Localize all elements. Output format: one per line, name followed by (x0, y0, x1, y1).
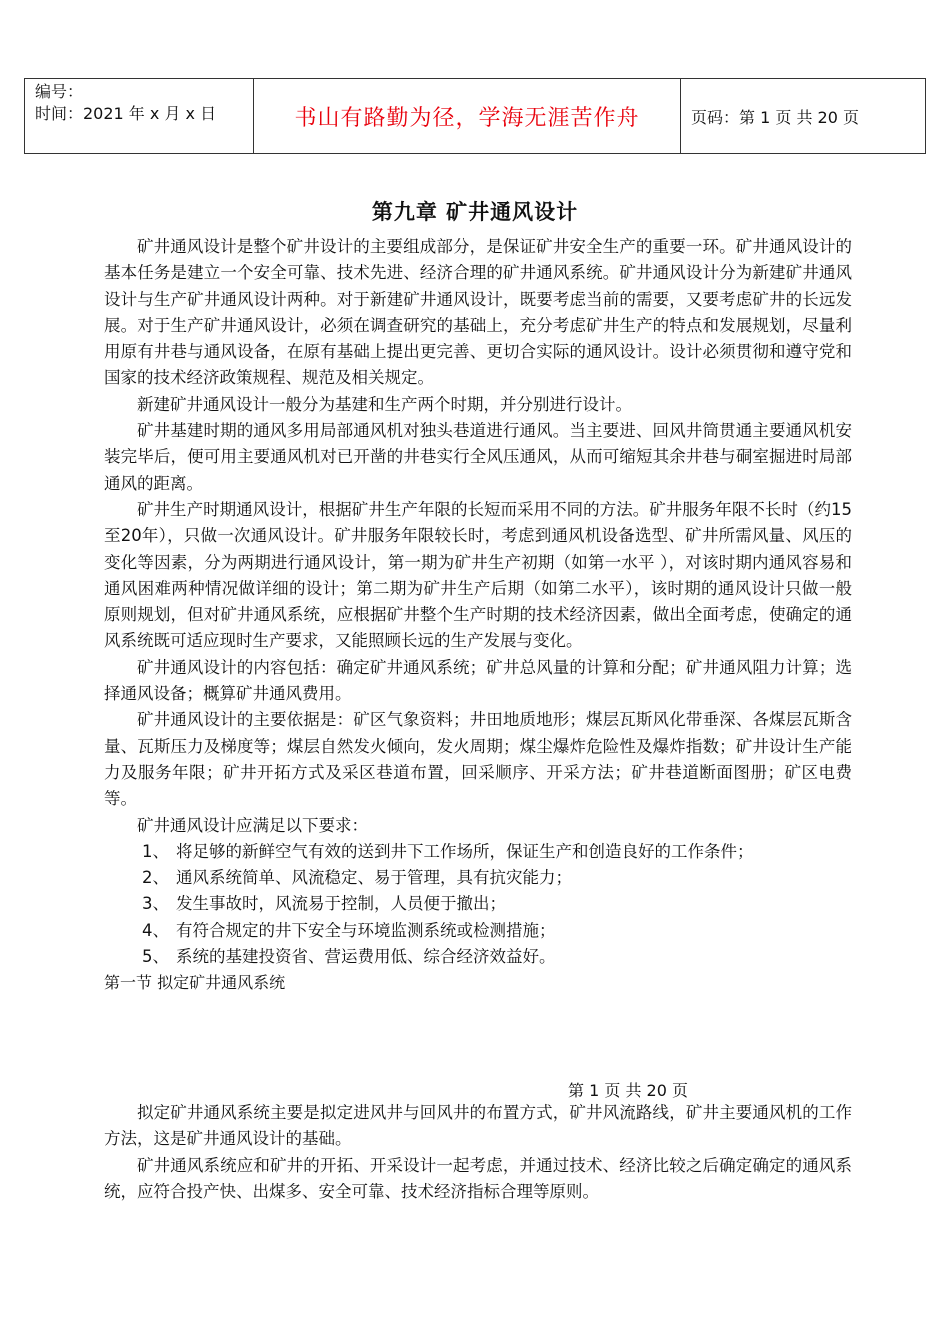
paragraph: 矿井通风设计的主要依据是：矿区气象资料；井田地质地形；煤层瓦斯风化带垂深、各煤层瓦斯含量、瓦斯压力及梯度等；煤层自然发火倾向，发火周期；煤尘爆炸危险性及爆炸指数；矿井设计生产能力及服务年限；矿井开拓方式及采区巷道布置，回采顺序、开采方法；矿井巷道断面图册；矿区电费等。 (104, 710, 852, 809)
list-item (104, 918, 852, 944)
list-number: 2、 (142, 868, 169, 888)
document-body-continued (104, 1100, 852, 1205)
list-item (104, 891, 852, 917)
list-number: 5、 (142, 947, 169, 967)
page-label: 页码：第 1 页 共 20 页 (691, 107, 859, 127)
list-number: 1、 (142, 841, 169, 861)
list-item (104, 839, 852, 865)
header-table (24, 78, 926, 154)
paragraph: 矿井通风设计是整个矿井设计的主要组成部分，是保证矿井安全生产的重要一环。矿井通风设计的基本任务是建立一个安全可靠、技术先进、经济合理的矿井通风系统。矿井通风设计分为新建矿井通风设计与生产矿井通风设计两种。对于新建矿井通风设计，既要考虑当前的需要，又要考虑矿井的长远发展。对于生产矿井通风设计，必须在调查研究的基础上，充分考虑矿井生产的特点和发展规划，尽量利用原有井巷与通风设备，在原有基础上提出更完善、更切合实际的通风设计。设计必须贯彻和遵守党和国家的技术经济政策规程、规范及相关规定。 (104, 237, 852, 388)
serial-label: 编号： (35, 82, 84, 101)
list-text: 系统的基建投资省、营运费用低、综合经济效益好。 (176, 947, 556, 967)
paragraph: 矿井通风设计的内容包括：确定矿井通风系统；矿井总风量的计算和分配；矿井通风阻力计算；选择通风设备；概算矿井通风费用。 (104, 657, 852, 704)
list-number: 4、 (142, 920, 169, 940)
motto: 书山有路勤为径，学海无涯苦作舟 (294, 105, 640, 131)
paragraph: 矿井通风系统应和矿井的开拓、开采设计一起考虑，并通过技术、经济比较之后确定确定的通风系统，应符合投产快、出煤多、安全可靠、技术经济指标合理等原则。 (104, 1155, 852, 1201)
paragraph: 拟定矿井通风系统主要是拟定进风井与回风井的布置方式，矿井风流路线，矿井主要通风机的工作方法，这是矿井通风设计的基础。 (104, 1103, 852, 1149)
document-body (104, 234, 852, 997)
paragraph: 矿井通风设计应满足以下要求： (137, 815, 368, 835)
list-text: 将足够的新鲜空气有效的送到井下工作场所，保证生产和创造良好的工作条件； (176, 841, 754, 861)
paragraph: 矿井生产时期通风设计，根据矿井生产年限的长短而采用不同的方法。矿井服务年限不长时（约15至20年），只做一次通风设计。矿井服务年限较长时，考虑到通风机设备选型、矿井所需风量、风压的变化等因素，分为两期进行通风设计，第一期为矿井生产初期（如第一水平 ），对该时期内通风容易和通风困难两种情况做详细的设计；第二期为矿井生产后期（如第二水平），该时期的通风设计只做一般原则规划，但对矿井通风系统，应根据矿井整个生产时期的技术经济因素，做出全面考虑，使确定的通风系统既可适应现时生产要求，又能照顾长远的生产发展与变化。 (104, 499, 852, 651)
list-item (104, 865, 852, 891)
paragraph: 矿井基建时期的通风多用局部通风机对独头巷道进行通风。当主要进、回风井筒贯通主要通风机安装完毕后，便可用主要通风机对已开凿的井巷实行全风压通风，从而可缩短其余井巷与硐室掘进时局部通风的距离。 (104, 421, 852, 493)
list-text: 通风系统简单、风流稳定、易于管理，具有抗灾能力； (176, 868, 572, 888)
time-label: 时间：2021 年 x 月 x 日 (35, 104, 217, 123)
paragraph: 新建矿井通风设计一般分为基建和生产两个时期，并分别进行设计。 (137, 394, 632, 414)
list-text: 有符合规定的井下安全与环境监测系统或检测措施； (176, 920, 556, 940)
page-footer: 第 1 页 共 20 页 (568, 1081, 688, 1100)
header-page-cell (681, 79, 925, 153)
chapter-title: 第九章 矿井通风设计 (371, 200, 579, 224)
header-info-cell (25, 79, 254, 153)
header-motto-cell (254, 79, 681, 153)
list-item (104, 944, 852, 970)
list-text: 发生事故时，风流易于控制，人员便于撤出； (176, 894, 506, 914)
section-title: 第一节 拟定矿井通风系统 (104, 973, 286, 993)
list-number: 3、 (142, 894, 169, 914)
